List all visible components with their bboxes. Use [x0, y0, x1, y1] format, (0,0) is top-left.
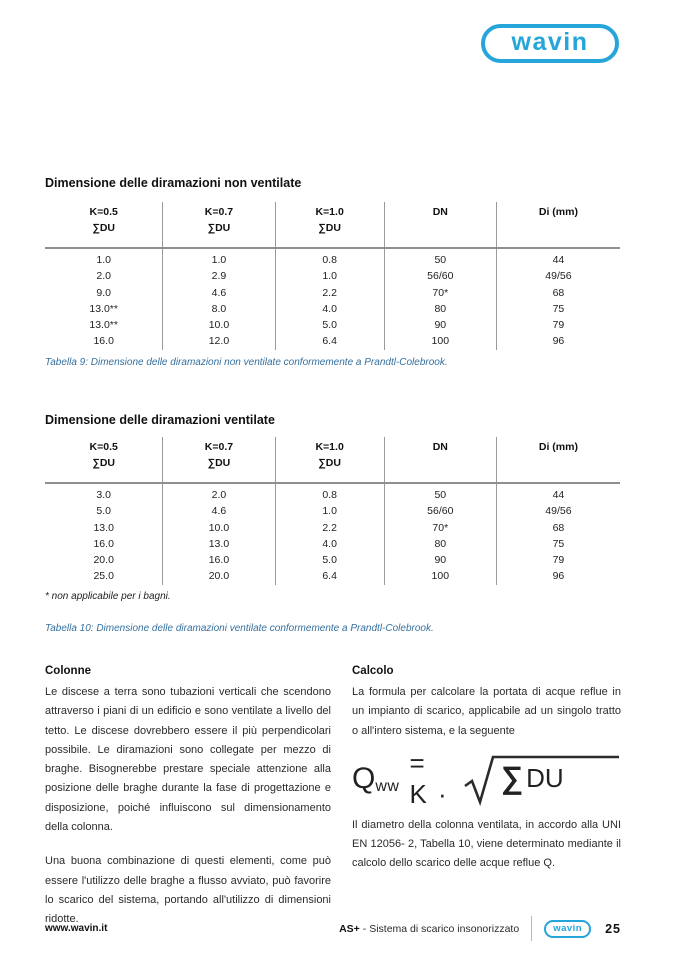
wavin-logo	[481, 24, 619, 63]
body-columns	[45, 665, 621, 930]
col-header: Di (mm)	[496, 437, 620, 483]
footer-product-line	[339, 923, 519, 935]
calcolo-paragraph-2: Il diametro della colonna ventilata, in accordo alla UNI EN 12056- 2, Tabella 10, viene determinato mediante il calcolo dello scarico delle acque reflue Q.	[352, 818, 621, 870]
wavin-logo-text: wavin	[511, 28, 589, 56]
table-cell: 2.2	[275, 285, 384, 301]
table-cell: 90	[384, 317, 496, 333]
table-row	[45, 536, 620, 552]
table-10	[45, 437, 620, 585]
footer-divider	[531, 916, 532, 941]
col-header: K=0.7 ∑DU	[163, 202, 275, 248]
table-cell: 6.4	[275, 568, 384, 584]
table-cell: 1.0	[275, 503, 384, 519]
footer-wavin-logo: wavin	[544, 920, 591, 938]
col-header: K=0.7 ∑DU	[163, 437, 275, 483]
page-footer	[45, 916, 621, 941]
table-cell: 1.0	[275, 268, 384, 284]
colonne-section	[45, 665, 331, 930]
table-cell: 56/60	[384, 503, 496, 519]
table-cell: 2.0	[163, 483, 275, 503]
sigma-symbol: ∑	[501, 759, 524, 795]
colonne-paragraph-1: Le discese a terra sono tubazioni verticali che scendono attraverso i piani di un edificio e sono ventilate a livello del tetto. Le discese dovrebbero essere il più perpendicolari possibile. Le diramazioni sono collegate per mezzo di braghe. Bisognerebbe prestare speciale attenzione alla posizione delle braghe durante la fase di progettazione e disposizione, poiché influiscono sul dimensionamento della colonna.	[45, 686, 331, 834]
col-header: DN	[384, 437, 496, 483]
table-cell: 80	[384, 536, 496, 552]
table-cell: 68	[496, 285, 620, 301]
table-cell: 70*	[384, 520, 496, 536]
table-cell: 6.4	[275, 333, 384, 349]
section1-title: Dimensione delle diramazioni non ventilate	[45, 176, 302, 190]
table-row	[45, 568, 620, 584]
col-header: K=1.0 ∑DU	[275, 437, 384, 483]
footer-site-link[interactable]: www.wavin.it	[45, 923, 108, 934]
table-cell: 2.2	[275, 520, 384, 536]
table-row	[45, 301, 620, 317]
table-cell: 4.0	[275, 536, 384, 552]
table-cell: 56/60	[384, 268, 496, 284]
table-cell: 4.6	[163, 285, 275, 301]
calcolo-section	[352, 665, 621, 930]
table-cell: 13.0**	[89, 302, 118, 315]
table-cell: 5.0	[275, 317, 384, 333]
table-cell: 2.0	[96, 270, 111, 283]
table-row	[45, 552, 620, 568]
calcolo-heading: Calcolo	[352, 665, 394, 677]
table-row	[45, 520, 620, 536]
table-cell: 96	[496, 568, 620, 584]
table-cell: 2.9	[163, 268, 275, 284]
table-cell: 12.0	[163, 333, 275, 349]
table-9	[45, 202, 620, 350]
colonne-heading: Colonne	[45, 665, 91, 677]
formula-du: DU	[526, 763, 564, 794]
table-cell: 100	[384, 568, 496, 584]
table-cell: 75	[496, 536, 620, 552]
col-header: DN	[384, 202, 496, 248]
table-cell: 16.0	[163, 552, 275, 568]
table-cell: 3.0	[96, 489, 111, 501]
table-cell: 90	[384, 552, 496, 568]
table-cell: 10.0	[163, 520, 275, 536]
table-cell: 96	[496, 333, 620, 349]
table-cell: 13.0	[163, 536, 275, 552]
table-cell: 16.0	[93, 537, 114, 550]
table-row	[45, 317, 620, 333]
table-cell: 20.0	[163, 568, 275, 584]
section2-title: Dimensione delle diramazioni ventilate	[45, 413, 275, 427]
table-cell: 44	[496, 483, 620, 503]
table-cell: 25.0	[93, 570, 114, 583]
formula-subscript: ww	[375, 777, 400, 795]
footer-right	[339, 916, 621, 941]
table-cell: 13.0	[93, 521, 114, 534]
table-cell: 80	[384, 301, 496, 317]
footer-product: AS+	[339, 922, 360, 935]
table-cell: 8.0	[163, 301, 275, 317]
table-cell: 10.0	[163, 317, 275, 333]
table-cell: 0.8	[275, 248, 384, 268]
colonne-paragraph-2: Una buona combinazione di questi elementi, come può essere l'utilizzo delle braghe a flusso avviato, può favorire lo scarico del sistema, portando all'utilizzo di dimensioni ridotte.	[45, 855, 331, 926]
table-cell: 5.0	[275, 552, 384, 568]
table-row	[45, 503, 620, 519]
table-row	[45, 333, 620, 349]
formula-q: Q	[352, 761, 376, 795]
page-number: 25	[605, 921, 621, 936]
table-cell: 79	[496, 552, 620, 568]
table-cell: 68	[496, 520, 620, 536]
table-row	[45, 285, 620, 301]
formula-radicand	[501, 761, 564, 797]
table-header-row	[45, 202, 620, 248]
table10-footnote: * non applicabile per i bagni.	[45, 591, 171, 602]
footer-tagline: - Sistema di scarico insonorizzato	[362, 922, 520, 935]
col-header: K=0.5 ∑DU	[45, 437, 163, 483]
formula-operator: = K ·	[409, 747, 449, 809]
calcolo-paragraph-1: La formula per calcolare la portata di acque reflue in un impianto di scarico, applicabile ad un singolo tratto o all'intero sistema, e la seguente	[352, 686, 621, 737]
table-cell: 79	[496, 317, 620, 333]
qww-formula	[352, 747, 621, 809]
table-cell: 75	[496, 301, 620, 317]
table-header-row	[45, 437, 620, 483]
table-cell: 49/56	[496, 268, 620, 284]
table-cell: 4.6	[163, 503, 275, 519]
table-cell: 13.0**	[89, 319, 118, 332]
table-row	[45, 268, 620, 284]
table-cell: 20.0	[93, 554, 114, 567]
col-header: K=1.0 ∑DU	[275, 202, 384, 248]
table-cell: 50	[384, 483, 496, 503]
table9-caption: Tabella 9: Dimensione delle diramazioni non ventilate conformemente a Prandtl-Colebrook.	[45, 357, 448, 368]
table-cell: 1.0	[96, 254, 111, 266]
table10-caption: Tabella 10: Dimensione delle diramazioni ventilate conformemente a Prandtl-Colebrook.	[45, 623, 434, 634]
table-cell: 49/56	[496, 503, 620, 519]
table-cell: 44	[496, 248, 620, 268]
table-cell: 50	[384, 248, 496, 268]
formula-radical	[463, 752, 621, 806]
table-cell: 16.0	[93, 335, 114, 348]
table-cell: 100	[384, 333, 496, 349]
table-cell: 70*	[384, 285, 496, 301]
col-header: K=0.5 ∑DU	[45, 202, 163, 248]
table-row	[45, 483, 620, 503]
table-cell: 9.0	[96, 286, 111, 299]
table-cell: 1.0	[163, 248, 275, 268]
table-row	[45, 248, 620, 268]
col-header: Di (mm)	[496, 202, 620, 248]
table-cell: 0.8	[275, 483, 384, 503]
table-cell: 4.0	[275, 301, 384, 317]
table-cell: 5.0	[96, 505, 111, 518]
